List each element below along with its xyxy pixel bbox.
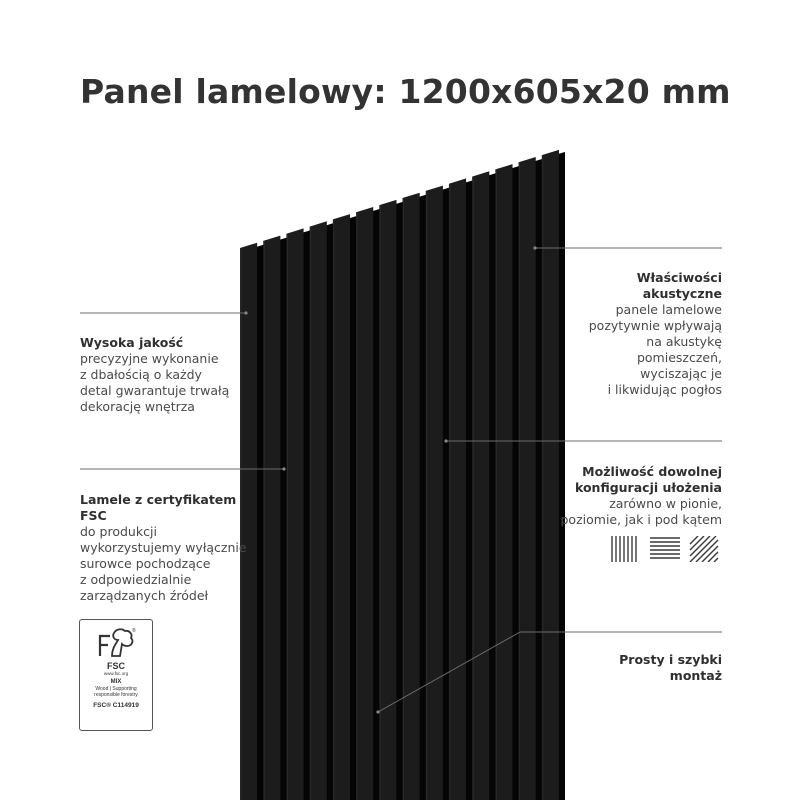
panel-slat xyxy=(356,207,373,800)
leader-dot xyxy=(244,311,247,314)
panel-slat xyxy=(449,178,466,800)
panel-groove xyxy=(443,188,449,800)
panel-groove xyxy=(257,245,263,800)
leader-dot xyxy=(282,467,285,470)
feature-fsc-text: do produkcji wykorzystujemy wyłącznie surowce pochodzące z odpowiedzialnie zarządzanych źródeł xyxy=(80,524,247,603)
feature-mounting xyxy=(619,652,722,684)
panel-groove xyxy=(489,173,495,800)
panel-groove xyxy=(350,216,356,800)
panel-slat xyxy=(403,193,420,800)
panel-groove xyxy=(513,166,519,800)
panel-slat xyxy=(333,214,350,800)
feature-quality-heading: Wysoka jakość xyxy=(80,335,184,350)
panel-slat xyxy=(286,228,303,800)
panel-groove xyxy=(280,238,286,800)
panel-slat xyxy=(495,164,512,800)
panel-slat xyxy=(542,150,559,800)
fsc-description: Wood | Supporting responsible forestry xyxy=(94,686,138,698)
vertical-lines-icon xyxy=(612,536,636,562)
feature-layout xyxy=(561,464,723,528)
page-title: Panel lamelowy: 1200x605x20 mm xyxy=(80,72,731,111)
svg-text:®: ® xyxy=(132,628,136,634)
fsc-certificate-label xyxy=(79,619,153,731)
feature-mounting-heading: Prosty i szybki montaż xyxy=(619,652,722,683)
panel-groove xyxy=(327,223,333,800)
panel-slat xyxy=(263,236,280,800)
feature-acoustic-text: panele lamelowe pozytywnie wpływają na akustykę pomieszczeń, wyciszając je i likwidując pogłos xyxy=(588,302,722,397)
feature-quality-text: precyzyjne wykonanie z dbałością o każdy detal gwarantuje trwałą dekorację wnętrza xyxy=(80,351,230,414)
feature-quality xyxy=(80,335,229,415)
fsc-brand: FSC xyxy=(107,661,125,671)
feature-layout-text: zarówno w pionie, poziomie, jak i pod kątem xyxy=(560,496,722,527)
panel-groove xyxy=(466,181,472,800)
leader-dot xyxy=(533,246,536,249)
panel-groove xyxy=(420,195,426,800)
layout-pattern-icons xyxy=(610,536,720,562)
feature-fsc xyxy=(80,492,247,604)
fsc-website: www.fsc.org xyxy=(103,671,129,676)
panel-slat xyxy=(519,157,536,800)
panel-groove xyxy=(536,159,542,800)
panel-groove xyxy=(396,202,402,800)
leader-dot xyxy=(444,439,447,442)
fsc-tree-logo xyxy=(94,626,138,658)
horizontal-lines-icon xyxy=(650,538,680,558)
feature-fsc-heading: Lamele z certyfikatem FSC xyxy=(80,492,237,523)
fsc-code: FSC® C114919 xyxy=(93,702,139,709)
feature-acoustic-heading: Właściwości akustyczne xyxy=(636,270,722,301)
feature-layout-heading: Możliwość dowolnej konfiguracji ułożenia xyxy=(574,464,722,495)
panel-slat xyxy=(472,171,489,800)
feature-acoustic xyxy=(589,270,722,398)
panel-groove xyxy=(304,231,310,800)
fsc-mix: MIX xyxy=(110,679,122,685)
panel-slat xyxy=(426,186,443,800)
diagonal-lines-icon xyxy=(690,536,718,562)
leader-dot xyxy=(376,710,379,713)
panel-slat xyxy=(310,221,327,800)
